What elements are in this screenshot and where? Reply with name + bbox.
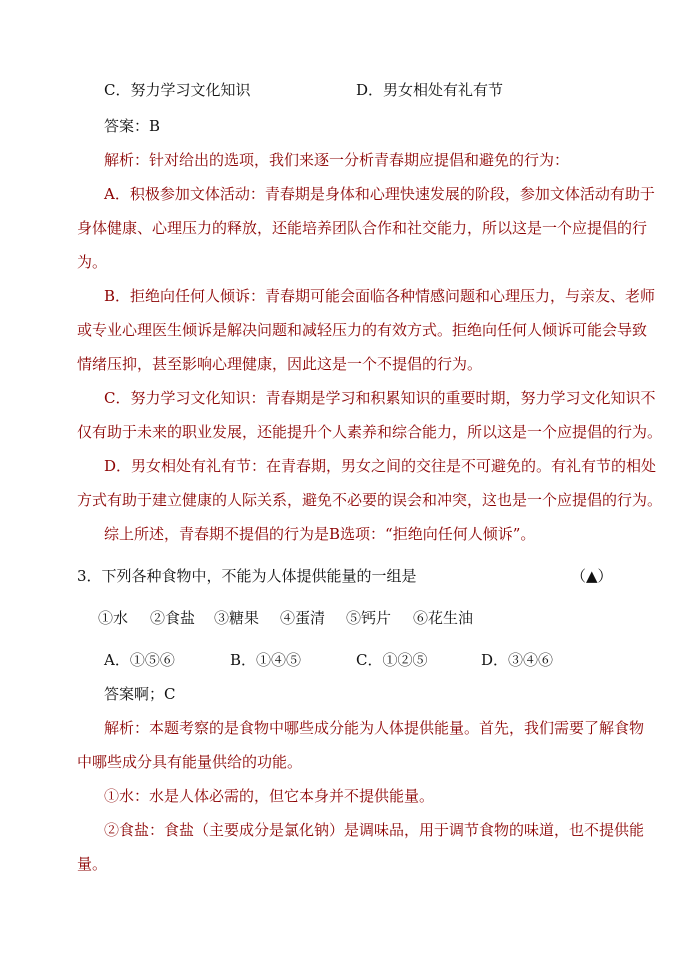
choice-d: D．③④⑥ [481,651,554,669]
food-item: ⑤钙片 [346,609,392,627]
analysis-a-line2: 身体健康、心理压力的释放，还能培养团队合作和社交能力，所以这是一个应提倡的行 [77,219,648,237]
analysis-b-line3: 情绪压抑，甚至影响心理健康，因此这是一个不提倡的行为。 [77,355,483,373]
analysis-c-line1: C．努力学习文化知识：青春期是学习和积累知识的重要时期，努力学习文化知识不 [104,389,656,407]
choice-b: B．①④⑤ [230,651,302,669]
food-item: ②食盐 [150,609,196,627]
food-item: ③糖果 [214,609,260,627]
option-d: D．男女相处有礼有节 [356,81,504,99]
food-item: ⑥花生油 [413,609,474,627]
analysis-salt-line2: 量。 [77,855,108,873]
analysis-b-line1: B．拒绝向任何人倾诉：青春期可能会面临各种情感问题和心理压力，与亲友、老师 [104,287,656,305]
analysis-d-line1: D．男女相处有礼有节：在青春期，男女之间的交往是不可避免的。有礼有节的相处 [104,457,657,475]
analysis-intro: 解析：针对给出的选项，我们来逐一分析青春期应提倡和避免的行为： [104,151,570,169]
answer-label: 答案：B [104,117,161,135]
analysis-a-line3: 为。 [77,253,108,271]
choice-a: A．①⑤⑥ [104,651,175,669]
analysis-water: ①水：水是人体必需的，但它本身并不提供能量。 [104,787,435,805]
analysis-c-line2: 仅有助于未来的职业发展，还能提升个人素养和综合能力，所以这是一个应提倡的行为。 [77,423,663,441]
analysis-line1: 解析：本题考察的是食物中哪些成分能为人体提供能量。首先，我们需要了解食物 [104,719,645,737]
food-item: ④蛋清 [280,609,326,627]
analysis-line2: 中哪些成分具有能量供给的功能。 [77,753,303,771]
analysis-b-line2: 或专业心理医生倾诉是解决问题和减轻压力的有效方式。拒绝向任何人倾诉可能会导致 [77,321,648,339]
choice-c: C．①②⑤ [356,651,428,669]
food-item: ①水 [98,609,129,627]
answer-blank-mark: （▲） [571,567,613,585]
analysis-d-line2: 方式有助于建立健康的人际关系，避免不必要的误会和冲突，这也是一个应提倡的行为。 [77,491,663,509]
analysis-a-line1: A．积极参加文体活动：青春期是身体和心理快速发展的阶段，参加文体活动有助于 [104,185,655,203]
analysis-salt-line1: ②食盐：食盐（主要成分是氯化钠）是调味品，用于调节食物的味道，也不提供能 [104,821,645,839]
answer-label: 答案啊；C [104,685,176,703]
question-stem: 3．下列各种食物中，不能为人体提供能量的一组是 [77,567,417,585]
analysis-summary: 综上所述，青春期不提倡的行为是B选项：“拒绝向任何人倾诉”。 [104,525,536,543]
option-c: C．努力学习文化知识 [104,81,251,99]
